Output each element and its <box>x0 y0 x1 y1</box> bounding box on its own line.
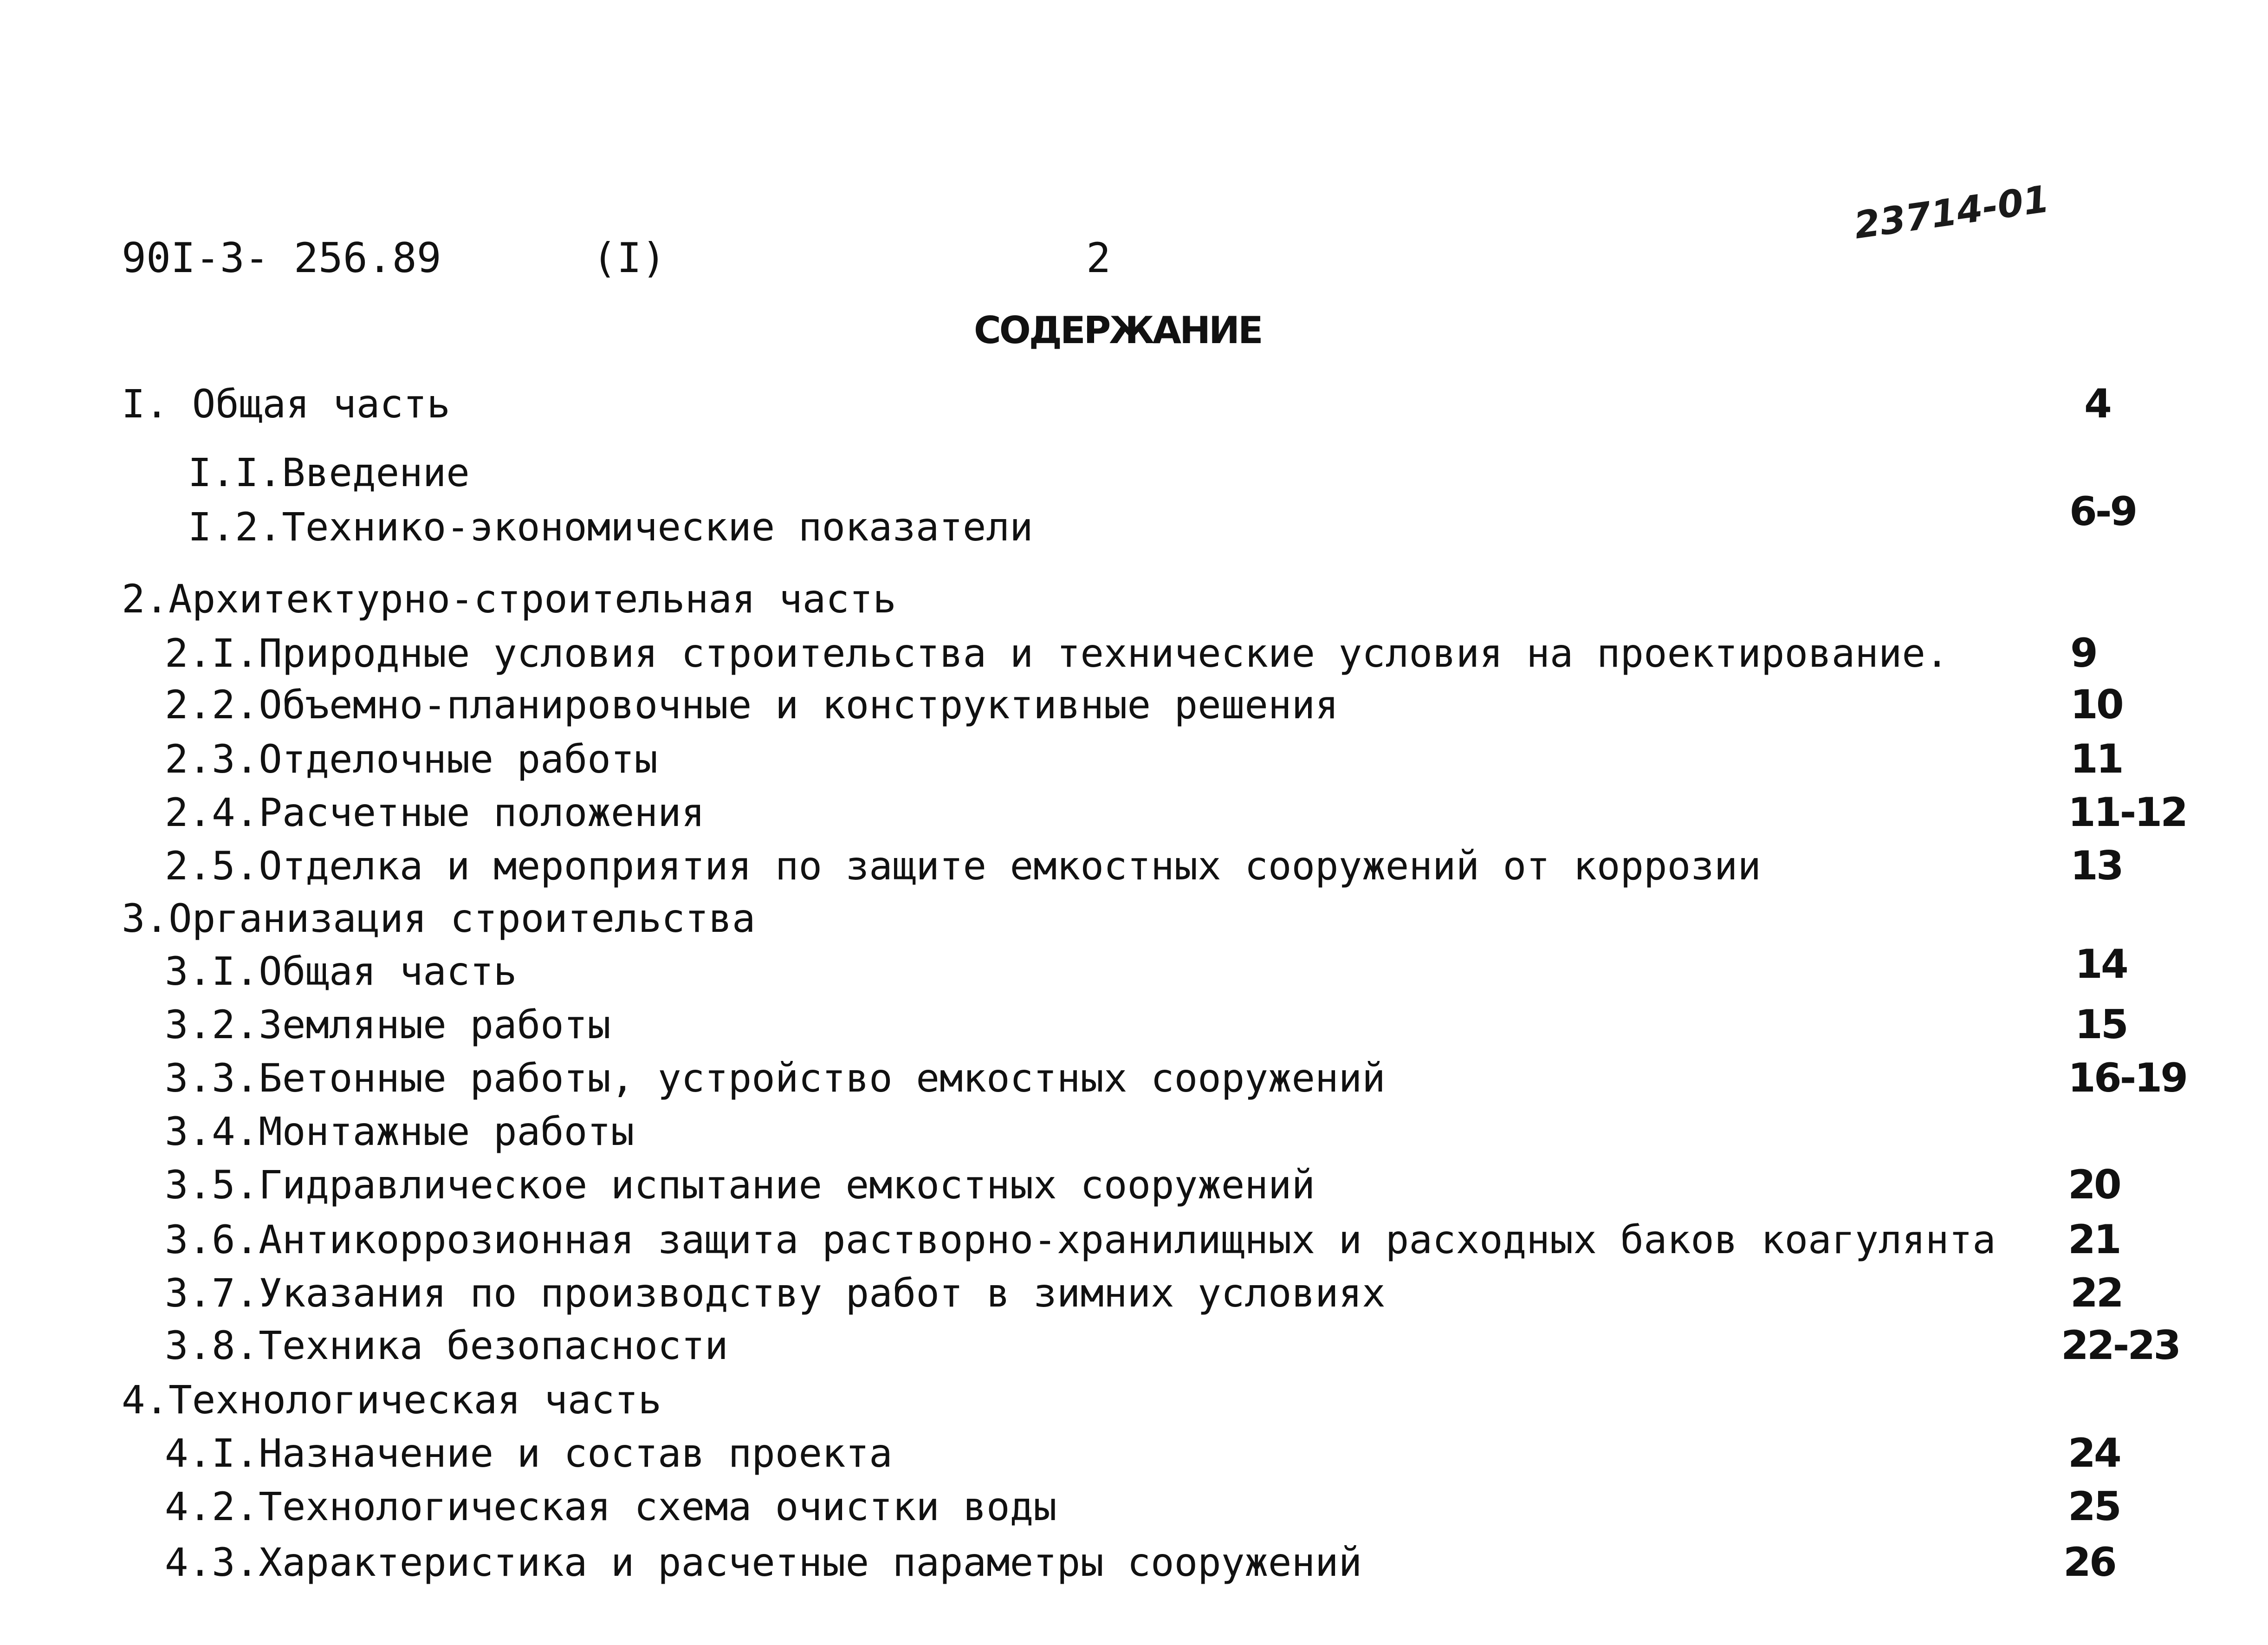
toc-entry-4 <box>0 1377 2268 1423</box>
toc-entry-3-8 <box>0 1322 2268 1369</box>
toc-entry-text: 4.2.Технологическая схема очистки воды <box>165 1484 1057 1529</box>
toc-entry-3-1 <box>0 941 2268 995</box>
toc-entry-text: 4.3.Характеристика и расчетные параметры сооружений <box>165 1540 1362 1585</box>
toc-entry-text: 3.6.Антикоррозионная защита растворно-хранилищных и расходных баков коагулянта <box>165 1217 1996 1262</box>
toc-entry-2-5 <box>0 843 2268 889</box>
toc-entry-page: 13 <box>2070 843 2122 889</box>
toc-entry-1-1 <box>0 449 2268 496</box>
toc-entry-1-2 <box>0 488 2268 550</box>
toc-entry-text: 2.I.Природные условия строительства и технические условия на проектирование. <box>165 631 1949 676</box>
toc-entry-4-3 <box>0 1539 2268 1586</box>
toc-entry-page: 15 <box>2075 1001 2127 1048</box>
toc-entry-3 <box>0 895 2268 942</box>
toc-entry-3-6 <box>0 1216 2268 1263</box>
toc-entry-text: 3.Организация строительства <box>122 896 756 941</box>
toc-entry-3-3 <box>0 1055 2268 1101</box>
toc-entry-text: 4.Технологическая часть <box>122 1377 662 1423</box>
toc-entry-text: I.I.Введение <box>188 450 470 495</box>
toc-entry-text: 3.4.Монтажные работы <box>165 1109 635 1154</box>
toc-entry-page: 22 <box>2070 1270 2122 1316</box>
toc-entry-text: 3.2.Земляные работы <box>165 1002 611 1047</box>
toc-entry-4-1 <box>0 1430 2268 1476</box>
toc-entry-2-3 <box>0 736 2268 782</box>
toc-entry-page: 20 <box>2068 1162 2120 1208</box>
toc-entry-page: 6-9 <box>2069 488 2136 535</box>
toc-entry-text: 3.5.Гидравлическое испытание емкостных сооружений <box>165 1162 1315 1208</box>
toc-entry-page: 10 <box>2070 682 2122 728</box>
toc-entry-page: 24 <box>2068 1430 2120 1476</box>
toc-entry-page: 26 <box>2063 1539 2115 1586</box>
toc-entry-4-2 <box>0 1483 2268 1530</box>
toc-entry-text: 2.5.Отделка и мероприятия по защите емкостных сооружений от коррозии <box>165 843 1761 889</box>
toc-entry-text: 3.7.Указания по производству работ в зимних условиях <box>165 1270 1386 1316</box>
toc-entry-text: 2.4.Расчетные положения <box>165 790 705 835</box>
toc-entry-3-7 <box>0 1270 2268 1316</box>
toc-entry-3-4 <box>0 1108 2268 1155</box>
toc-entry-text: 3.3.Бетонные работы, устройство емкостных сооружений <box>165 1055 1386 1101</box>
toc-entry-text: 2.3.Отделочные работы <box>165 736 658 782</box>
toc-entry-page: 25 <box>2068 1483 2120 1530</box>
toc-entry-2-2 <box>0 682 2268 728</box>
document-part: (I) <box>592 234 666 282</box>
toc-entry-text: 4.I.Назначение и состав проекта <box>165 1430 893 1476</box>
toc-entry-page: 14 <box>2075 941 2127 988</box>
toc-entry-text: I.2.Технико-экономические показатели <box>188 504 1033 550</box>
toc-entry-2 <box>0 576 2268 622</box>
toc-entry-page: 9 <box>2070 630 2096 676</box>
toc-entry-3-2 <box>0 1001 2268 1048</box>
toc-entry-1 <box>0 381 2268 427</box>
toc-entry-text: 3.I.Общая часть <box>165 949 517 994</box>
toc-entry-3-5 <box>0 1162 2268 1208</box>
toc-entry-page: 11-12 <box>2068 789 2187 836</box>
toc-entry-text: I. Общая часть <box>122 381 451 427</box>
toc-entry-text: 2.2.Объемно-планировочные и конструктивные решения <box>165 682 1339 728</box>
toc-entry-page: 16-19 <box>2068 1055 2187 1101</box>
toc-entry-2-4 <box>0 789 2268 836</box>
toc-entry-2-1 <box>0 630 2268 676</box>
toc-entry-page: 4 <box>2084 381 2110 427</box>
toc-entry-page: 22-23 <box>2061 1322 2180 1369</box>
handwritten-inventory-number: 23714-01 <box>1851 177 2052 247</box>
toc-entry-text: 3.8.Техника безопасности <box>165 1323 728 1368</box>
page-number: 2 <box>1086 234 1111 282</box>
toc-entry-page: 21 <box>2068 1216 2120 1263</box>
document-code: 90I-3- 256.89 <box>122 234 441 282</box>
toc-entry-text: 2.Архитектурно-строительная часть <box>122 576 896 622</box>
toc-entry-page: 11 <box>2070 736 2122 782</box>
page-title: СОДЕРЖАНИЕ <box>974 309 1262 352</box>
